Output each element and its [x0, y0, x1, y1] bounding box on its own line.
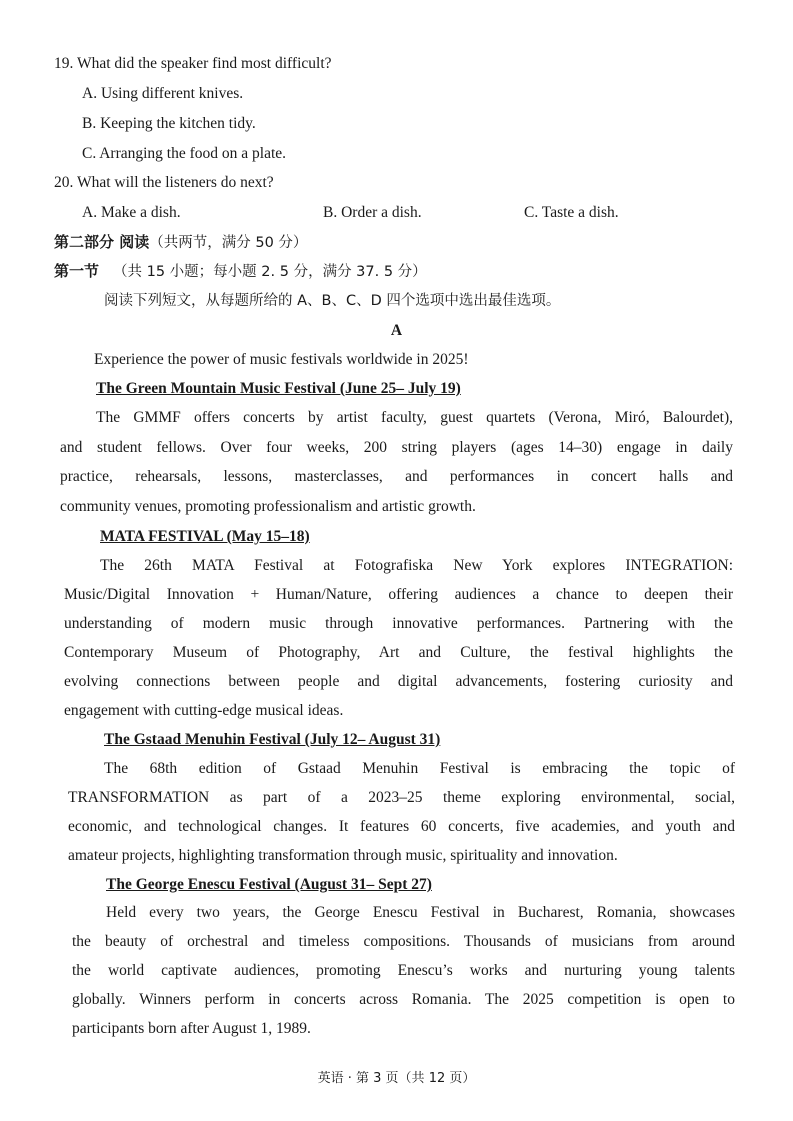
part2-title: 第二部分 阅读 [54, 233, 150, 251]
festival-heading-gmmf: The Green Mountain Music Festival (June 25– July 19) [96, 380, 461, 397]
festival-heading-mata: MATA FESTIVAL (May 15–18) [100, 528, 310, 545]
mata-line-5: evolving connections between people and digital advancements, fostering curiosity and [64, 673, 733, 690]
enescu-line-5: participants born after August 1, 1989. [72, 1020, 311, 1037]
q19-option-c: C. Arranging the food on a plate. [82, 145, 287, 162]
mata-line-6: engagement with cutting-edge musical ideas. [64, 702, 344, 719]
question-19: 19. What did the speaker find most difficult? [54, 55, 332, 72]
passage-letter: A [390, 322, 403, 339]
section1-header [54, 261, 427, 282]
section1-title: 第一节 [54, 262, 100, 280]
gmmf-line-2: and student fellows. Over four weeks, 200 string players (ages 14–30) engage in daily [60, 439, 733, 456]
enescu-line-2: the beauty of orchestral and timeless compositions. Thousands of musicians from around [72, 933, 735, 950]
q20-option-a: A. Make a dish. [82, 204, 181, 221]
q19-option-a: A. Using different knives. [82, 85, 244, 102]
festival-heading-gstaad: The Gstaad Menuhin Festival (July 12– August 31) [104, 731, 441, 748]
festival-heading-enescu: The George Enescu Festival (August 31– Sept 27) [106, 876, 432, 893]
page-footer: 英语 · 第 3 页（共 12 页） [317, 1071, 476, 1086]
gmmf-line-4: community venues, promoting professionalism and artistic growth. [60, 498, 476, 515]
mata-line-4: Contemporary Museum of Photography, Art and Culture, the festival highlights the [64, 644, 733, 661]
enescu-line-4: globally. Winners perform in concerts across Romania. The 2025 competition is open to [72, 991, 735, 1008]
q20-option-b: B. Order a dish. [323, 204, 422, 221]
part2-note: （共两节，满分 50 分） [149, 235, 308, 251]
gstaad-line-3: economic, and technological changes. It features 60 concerts, five academies, and youth and [68, 818, 735, 835]
part2-header [54, 232, 307, 253]
enescu-line-3: the world captivate audiences, promoting Enescu’s works and nurturing young talents [72, 962, 735, 979]
gstaad-line-4: amateur projects, highlighting transformation through music, spirituality and innovation. [68, 847, 618, 864]
gstaad-line-1: The 68th edition of Gstaad Menuhin Festival is embracing the topic of [104, 760, 735, 777]
q19-option-b: B. Keeping the kitchen tidy. [82, 115, 256, 132]
gmmf-line-1: The GMMF offers concerts by artist faculty, guest quartets (Verona, Miró, Balourdet), [96, 409, 733, 426]
mata-line-2: Music/Digital Innovation + Human/Nature, offering audiences a chance to deepen their [64, 586, 733, 603]
reading-instruction: 阅读下列短文，从每题所给的 A、B、C、D 四个选项中选出最佳选项。 [104, 293, 561, 309]
q20-option-c: C. Taste a dish. [524, 204, 619, 221]
passage-intro: Experience the power of music festivals worldwide in 2025! [94, 351, 469, 368]
enescu-line-1: Held every two years, the George Enescu Festival in Bucharest, Romania, showcases [106, 904, 735, 921]
gmmf-line-3: practice, rehearsals, lessons, masterclasses, and performances in concert halls and [60, 468, 733, 485]
section1-note: （共 15 小题；每小题 2. 5 分，满分 37. 5 分） [113, 264, 427, 280]
mata-line-3: understanding of modern music through innovative performances. Partnering with the [64, 615, 733, 632]
gstaad-line-2: TRANSFORMATION as part of a 2023–25 theme exploring environmental, social, [68, 789, 735, 806]
mata-line-1: The 26th MATA Festival at Fotografiska New York explores INTEGRATION: [100, 557, 733, 574]
question-20: 20. What will the listeners do next? [54, 174, 274, 191]
